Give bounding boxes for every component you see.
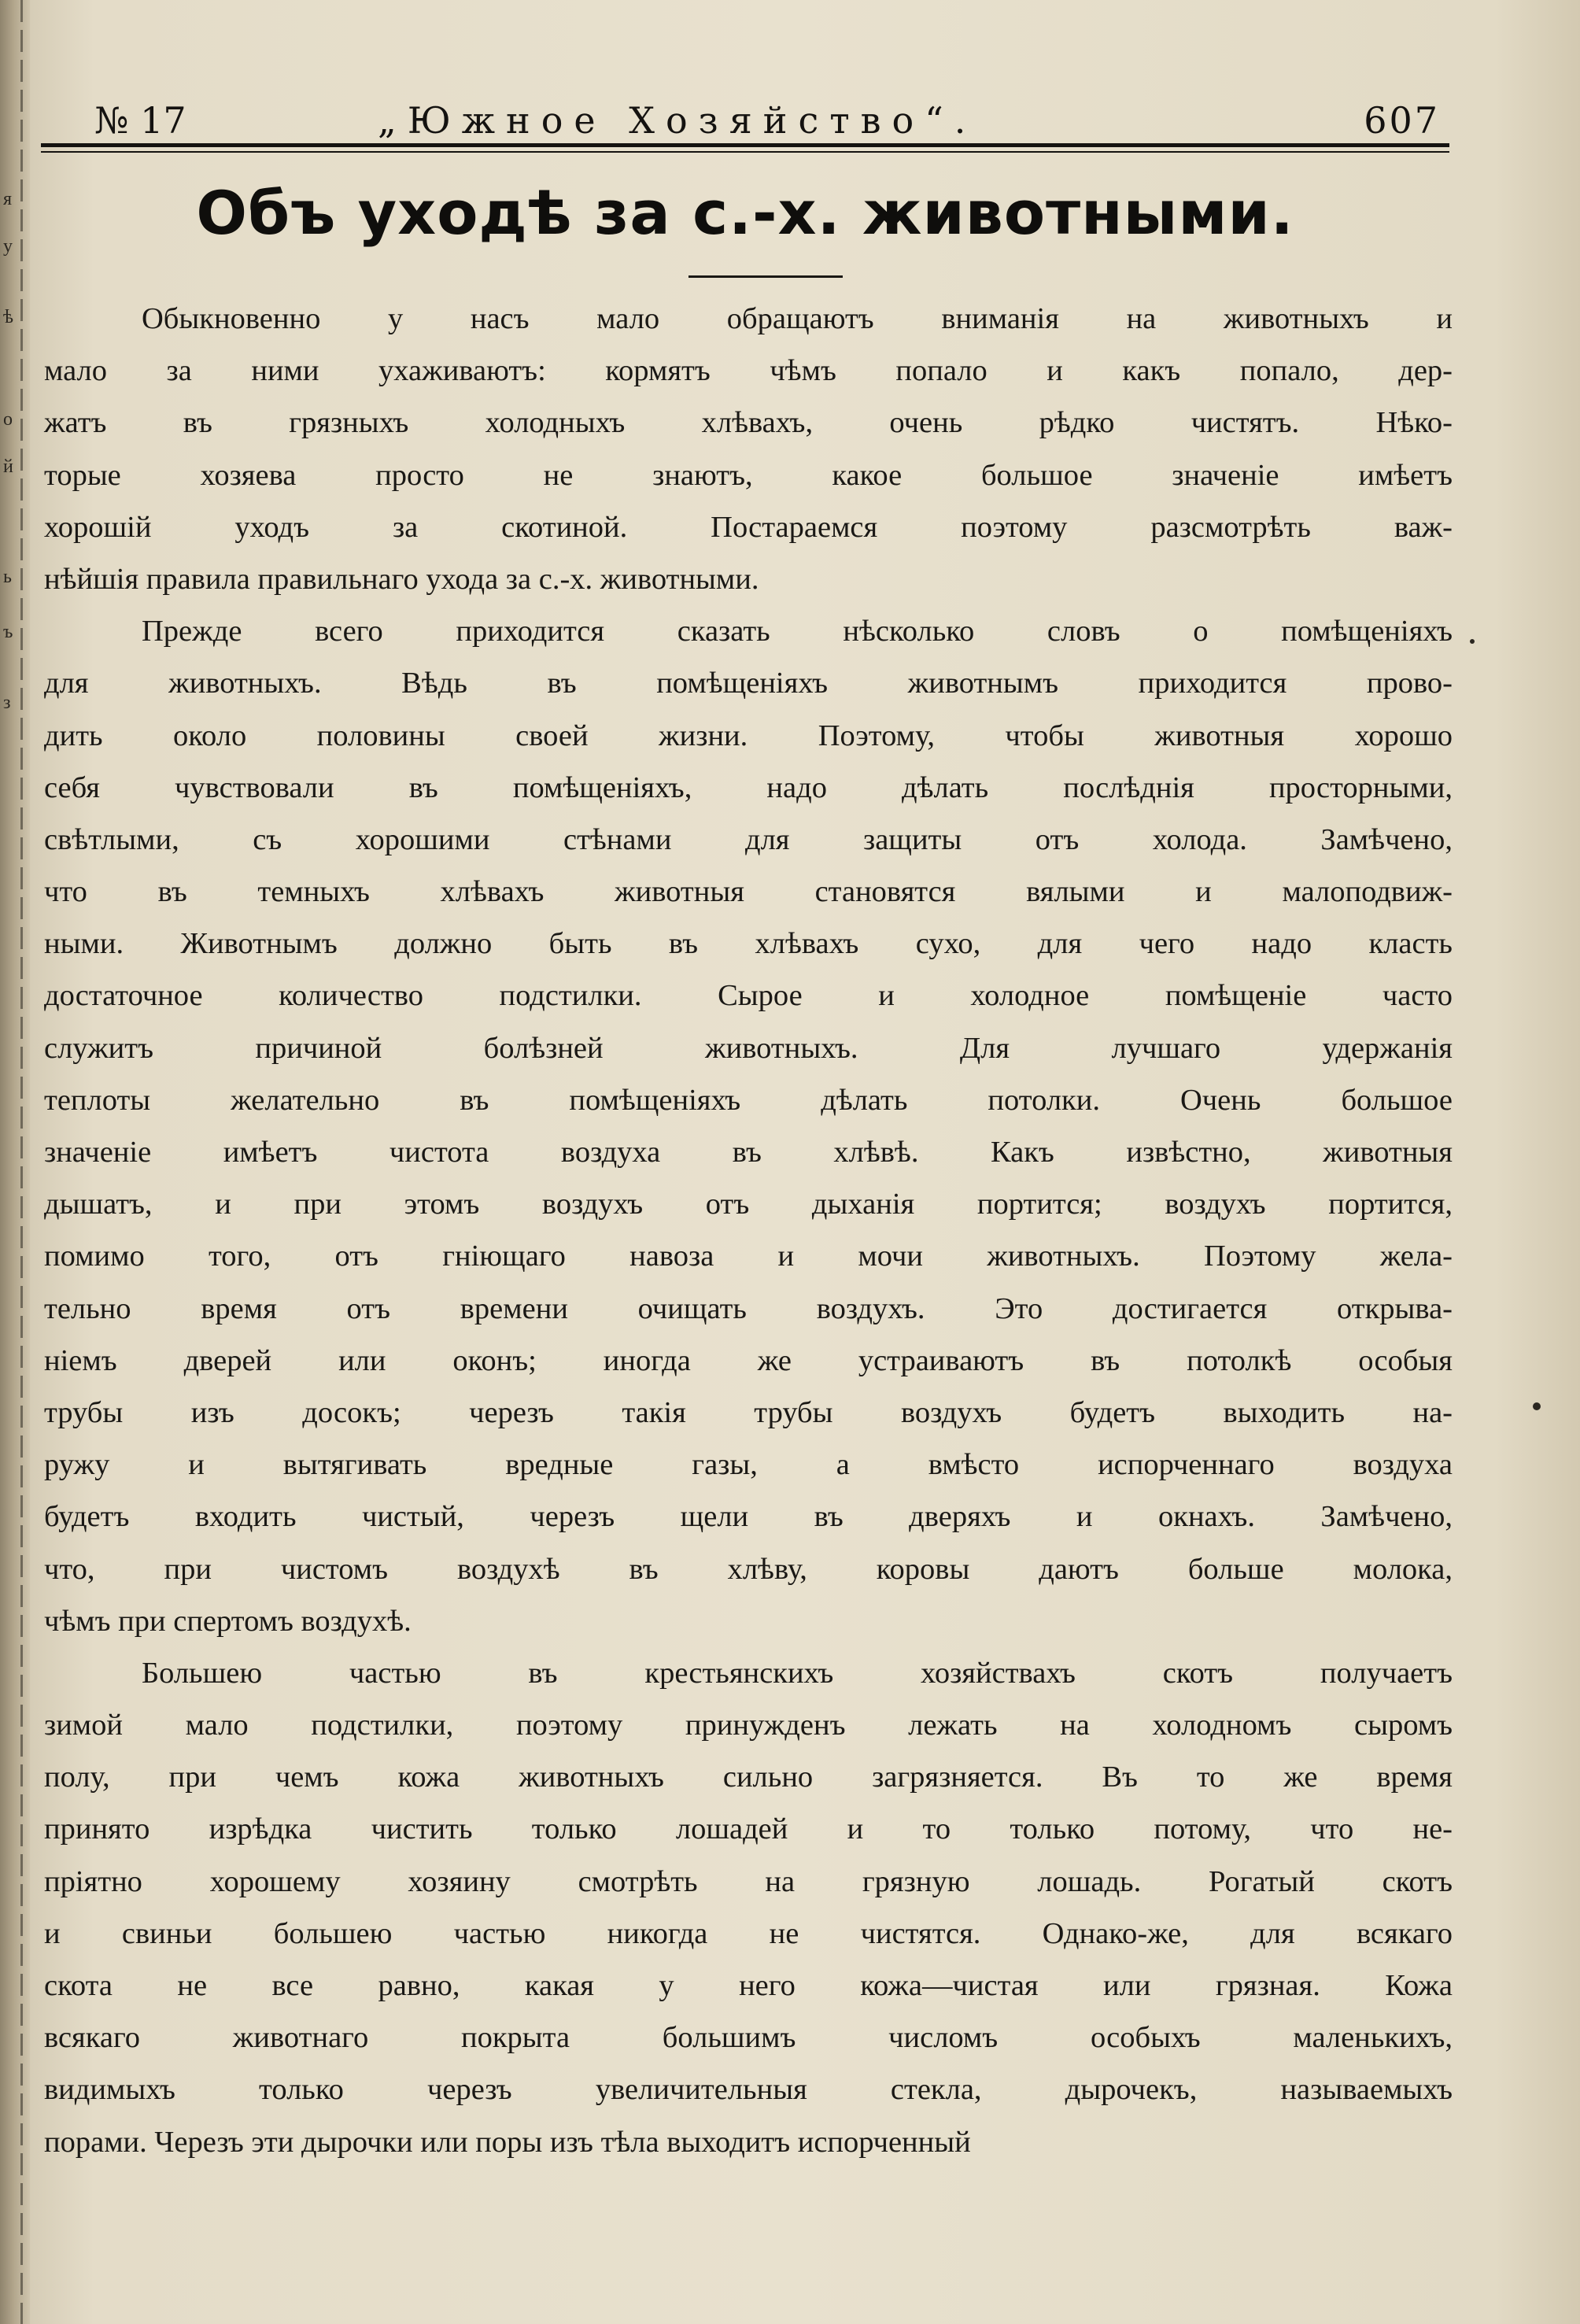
text-line: дить около половины своей жизни. Поэтому, чтобы животныя хорошо bbox=[44, 719, 1453, 752]
ink-speck bbox=[1470, 639, 1475, 644]
binding-strip bbox=[0, 0, 30, 2324]
text-line: ными. Животнымъ должно быть въ хлѣвахъ сухо, для чего надо класть bbox=[44, 927, 1453, 961]
text-line: достаточное количество подстилки. Сырое и холодное помѣщеніе часто bbox=[44, 979, 1453, 1013]
margin-fragment: й bbox=[3, 456, 13, 477]
article-paragraph bbox=[44, 605, 1453, 1647]
text-line: мало за ними ухаживаютъ: кормятъ чѣмъ попало и какъ попало, дер- bbox=[44, 354, 1453, 388]
text-line: для животныхъ. Вѣдь въ помѣщеніяхъ животнымъ приходится прово- bbox=[44, 667, 1453, 700]
issue-number: № 17 bbox=[94, 99, 186, 142]
text-line: и свиньи большею частью никогда не чистятся. Однако-же, для всякаго bbox=[44, 1916, 1453, 1950]
text-line: зимой мало подстилки, поэтому принужденъ лежать на холодномъ сыромъ bbox=[44, 1709, 1453, 1742]
margin-fragment: ѣ bbox=[3, 307, 14, 327]
journal-title: „Южное Хозяйство“. bbox=[378, 99, 977, 142]
header-rule-thick bbox=[41, 143, 1449, 147]
text-line: Прежде всего приходится сказать нѣсколько словъ о помѣщеніяхъ bbox=[142, 615, 1453, 648]
text-line: Обыкновенно у насъ мало обращаютъ вниманія на животныхъ и bbox=[142, 302, 1453, 335]
text-line: чѣмъ при спертомъ воздухѣ. bbox=[44, 1604, 412, 1638]
margin-fragment: ь bbox=[3, 567, 12, 587]
page-number: 607 bbox=[1364, 99, 1440, 142]
article-paragraph bbox=[44, 293, 1453, 605]
previous-page-column-rule bbox=[20, 0, 23, 2324]
text-line: скота не все равно, какая у него кожа—чистая или грязная. Кожа bbox=[44, 1969, 1453, 2002]
text-line: ніемъ дверей или оконъ; иногда же устраиваютъ въ потолкѣ особыя bbox=[44, 1343, 1453, 1377]
margin-fragment: я bbox=[3, 189, 13, 209]
text-line: теплоты желательно въ помѣщеніяхъ дѣлать потолки. Очень большое bbox=[44, 1083, 1453, 1117]
margin-fragment: з bbox=[3, 693, 11, 713]
text-line: что, при чистомъ воздухѣ въ хлѣву, коровы даютъ больше молока, bbox=[44, 1552, 1453, 1586]
text-line: тельно время отъ времени очищать воздухъ. Это достигается открыва- bbox=[44, 1291, 1453, 1325]
text-line: нѣйшія правила правильнаго ухода за с.-х. животными. bbox=[44, 562, 759, 596]
text-line: порами. Черезъ эти дырочки или поры изъ тѣла выходитъ испорченный bbox=[44, 2125, 971, 2159]
margin-fragment: о bbox=[3, 409, 13, 430]
article-paragraph bbox=[44, 1647, 1453, 2168]
text-line: ружу и вытягивать вредные газы, а вмѣсто испорченнаго воздуха bbox=[44, 1448, 1453, 1482]
text-line: Большею частью въ крестьянскихъ хозяйствахъ скотъ получаетъ bbox=[142, 1656, 1453, 1690]
margin-fragment: ъ bbox=[3, 622, 13, 642]
text-line: служитъ причиной болѣзней животныхъ. Для лучшаго удержанія bbox=[44, 1031, 1453, 1065]
text-line: свѣтлыми, съ хорошими стѣнами для защиты отъ холода. Замѣчено, bbox=[44, 822, 1453, 856]
text-line: торые хозяева просто не знаютъ, какое большое значеніе имѣетъ bbox=[44, 458, 1453, 492]
margin-fragment: у bbox=[3, 236, 13, 257]
title-underline bbox=[688, 275, 843, 278]
article-title: Объ уходѣ за с.-х. животными. bbox=[196, 178, 1294, 248]
text-line: жатъ въ грязныхъ холодныхъ хлѣвахъ, очень рѣдко чистятъ. Нѣко- bbox=[44, 406, 1453, 440]
ink-speck bbox=[1533, 1402, 1541, 1410]
text-line: значеніе имѣетъ чистота воздуха въ хлѣвѣ. Какъ извѣстно, животныя bbox=[44, 1136, 1453, 1169]
running-header bbox=[79, 93, 1448, 148]
text-line: что въ темныхъ хлѣвахъ животныя становятся вялыми и малоподвиж- bbox=[44, 875, 1453, 909]
header-rule-thin bbox=[41, 151, 1449, 153]
text-line: дышатъ, и при этомъ воздухъ отъ дыханія портится; воздухъ портится, bbox=[44, 1188, 1453, 1221]
text-line: будетъ входить чистый, черезъ щели въ дверяхъ и окнахъ. Замѣчено, bbox=[44, 1500, 1453, 1534]
text-line: помимо того, отъ гніющаго навоза и мочи животныхъ. Поэтому жела- bbox=[44, 1240, 1453, 1273]
text-line: полу, при чемъ кожа животныхъ сильно загрязняется. Въ то же время bbox=[44, 1761, 1453, 1794]
text-line: себя чувствовали въ помѣщеніяхъ, надо дѣлать послѣднія просторными, bbox=[44, 770, 1453, 804]
text-line: принято изрѣдка чистить только лошадей и то только потому, что не- bbox=[44, 1812, 1453, 1846]
text-line: всякаго животнаго покрыта большимъ числомъ особыхъ маленькихъ, bbox=[44, 2021, 1453, 2055]
text-line: хорошій уходъ за скотиной. Постараемся поэтому разсмотрѣть важ- bbox=[44, 510, 1453, 544]
text-line: трубы изъ досокъ; черезъ такія трубы воздухъ будетъ выходить на- bbox=[44, 1395, 1453, 1429]
text-line: пріятно хорошему хозяину смотрѣть на грязную лошадь. Рогатый скотъ bbox=[44, 1864, 1453, 1898]
text-line: видимыхъ только черезъ увеличительныя стекла, дырочекъ, называемыхъ bbox=[44, 2073, 1453, 2107]
article-body bbox=[44, 293, 1453, 2168]
